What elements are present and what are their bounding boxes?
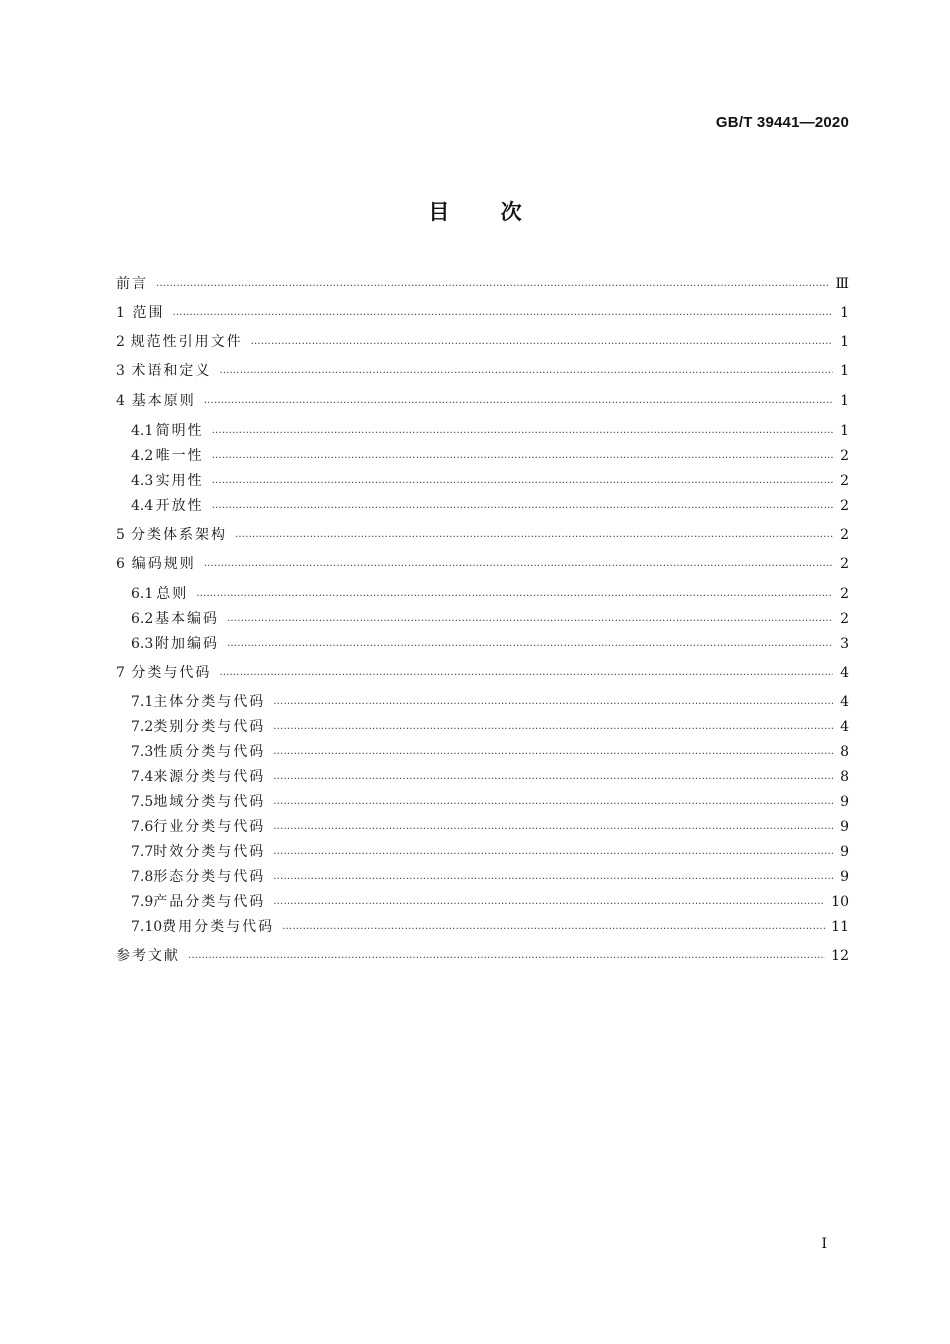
toc-entry-page: Ⅲ (835, 276, 849, 292)
toc-dot-leader (273, 742, 833, 762)
toc-entry[interactable] (131, 471, 849, 491)
toc-dot-leader (204, 554, 833, 574)
toc-entry-label: 术语和定义 (131, 363, 212, 379)
toc-entry-label: 来源分类与代码 (153, 769, 266, 785)
toc-entry[interactable] (131, 917, 849, 937)
toc-entry-page: 2 (840, 498, 849, 514)
toc-entry-label: 主体分类与代码 (153, 694, 266, 710)
toc-dot-leader (227, 634, 833, 654)
toc-entry-number: 7.3 (131, 744, 154, 760)
toc-dot-leader (219, 361, 833, 381)
toc-entry-label: 行业分类与代码 (153, 819, 266, 835)
toc-entry[interactable] (116, 946, 849, 966)
toc-entry-label: 前言 (116, 276, 148, 292)
toc-entry-number: 4.2 (131, 448, 154, 464)
toc-dot-leader (273, 842, 833, 862)
toc-entry-number: 7.8 (131, 869, 154, 885)
toc-entry[interactable] (116, 332, 849, 352)
toc-dot-leader (212, 471, 833, 491)
toc-entry-number: 7.9 (131, 894, 154, 910)
toc-entry-page: 1 (840, 363, 849, 379)
toc-entry-number: 5 (116, 527, 125, 543)
toc-entry-page: 10 (831, 894, 849, 910)
toc-entry[interactable] (131, 867, 849, 887)
toc-entry[interactable] (131, 609, 849, 629)
toc-entry[interactable] (116, 554, 849, 574)
toc-entry[interactable] (131, 496, 849, 516)
toc-entry-label: 时效分类与代码 (153, 844, 266, 860)
toc-entry-page: 2 (840, 586, 849, 602)
toc-dot-leader (173, 303, 833, 323)
toc-entry-number: 4.4 (131, 498, 154, 514)
toc-entry-label: 基本原则 (131, 393, 196, 409)
toc-entry-label: 实用性 (155, 473, 204, 489)
toc-entry[interactable] (131, 842, 849, 862)
toc-entry[interactable] (131, 446, 849, 466)
toc-entry[interactable] (116, 391, 849, 411)
toc-entry[interactable] (131, 717, 849, 737)
standard-number: GB/T 39441—2020 (715, 114, 849, 131)
toc-dot-leader (273, 892, 825, 912)
toc-entry-number: 3 (116, 363, 125, 379)
toc-entry-page: 1 (840, 423, 849, 439)
toc-entry-number: 7.7 (131, 844, 154, 860)
toc-entry-label: 类别分类与代码 (153, 719, 266, 735)
toc-dot-leader (212, 421, 833, 441)
toc-entry-number: 7 (116, 665, 125, 681)
toc-entry[interactable] (116, 525, 849, 545)
toc-entry-label: 规范性引用文件 (130, 334, 243, 350)
toc-entry-page: 9 (840, 794, 849, 810)
toc-entry-page: 9 (840, 844, 849, 860)
toc-entry[interactable] (131, 892, 849, 912)
toc-entry-page: 1 (840, 393, 849, 409)
toc-entry-number: 6.2 (131, 611, 154, 627)
toc-entry[interactable] (116, 274, 849, 294)
toc-entry-number: 6.1 (131, 586, 154, 602)
toc-dot-leader (273, 692, 833, 712)
toc-entry-page: 8 (840, 744, 849, 760)
toc-entry[interactable] (131, 767, 849, 787)
toc-entry-label: 范围 (132, 305, 165, 321)
toc-entry-label: 附加编码 (155, 636, 220, 652)
toc-entry-number: 7.10 (131, 919, 163, 935)
toc-entry-label: 基本编码 (155, 611, 220, 627)
toc-dot-leader (227, 609, 833, 629)
toc-dot-leader (219, 663, 833, 683)
toc-entry-label: 分类体系架构 (130, 527, 227, 543)
toc-entry-number: 2 (116, 334, 125, 350)
toc-entry-number: 7.1 (131, 694, 154, 710)
toc-dot-leader (273, 767, 833, 787)
page-title: 目 次 (428, 200, 522, 224)
toc-entry-page: 9 (840, 869, 849, 885)
toc-entry-number: 7.2 (131, 719, 154, 735)
toc-entry-page: 1 (840, 305, 849, 321)
toc-entry-number: 7.6 (131, 819, 154, 835)
toc-dot-leader (196, 584, 833, 604)
toc-dot-leader (156, 274, 829, 294)
toc-entry-label: 性质分类与代码 (153, 744, 266, 760)
toc-dot-leader (235, 525, 833, 545)
toc-entry-number: 4.1 (131, 423, 154, 439)
toc-entry-label: 产品分类与代码 (153, 894, 266, 910)
toc-dot-leader (251, 332, 833, 352)
toc-entry-label: 分类与代码 (131, 665, 212, 681)
toc-entry[interactable] (131, 634, 849, 654)
toc-entry-label: 总则 (156, 586, 189, 602)
toc-entry-page: 8 (840, 769, 849, 785)
toc-dot-leader (273, 792, 833, 812)
toc-dot-leader (212, 496, 833, 516)
toc-entry-label: 形态分类与代码 (153, 869, 266, 885)
toc-entry-page: 12 (831, 948, 849, 964)
toc-entry[interactable] (131, 742, 849, 762)
toc-entry-number: 6 (116, 556, 125, 572)
toc-entry[interactable] (131, 584, 849, 604)
toc-dot-leader (273, 717, 833, 737)
toc-entry-number: 4.3 (131, 473, 154, 489)
toc-dot-leader (273, 817, 833, 837)
toc-entry-page: 2 (840, 556, 849, 572)
toc-entry-page: 4 (840, 694, 849, 710)
toc-entry-page: 1 (840, 334, 849, 350)
toc-entry-number: 1 (116, 305, 125, 321)
toc-entry[interactable] (116, 663, 849, 683)
toc-entry-page: 4 (840, 719, 849, 735)
toc-entry-page: 3 (840, 636, 849, 652)
toc-entry-page: 4 (840, 665, 849, 681)
toc-dot-leader (282, 917, 825, 937)
toc-entry[interactable] (131, 817, 849, 837)
toc-dot-leader (273, 867, 833, 887)
toc-dot-leader (188, 946, 825, 966)
toc-entry-label: 开放性 (155, 498, 204, 514)
toc-entry-number: 6.3 (131, 636, 154, 652)
page-number: Ⅰ (821, 1236, 827, 1252)
toc-entry-page: 11 (831, 919, 849, 935)
toc-entry-label: 编码规则 (131, 556, 196, 572)
toc-entry-page: 2 (840, 448, 849, 464)
toc-entry-page: 2 (840, 611, 849, 627)
toc-entry-label: 地域分类与代码 (153, 794, 266, 810)
toc-dot-leader (204, 391, 833, 411)
toc-entry-page: 9 (840, 819, 849, 835)
toc-entry-number: 4 (116, 393, 125, 409)
toc-entry[interactable] (131, 792, 849, 812)
toc-entry[interactable] (131, 421, 849, 441)
toc-entry-number: 7.5 (131, 794, 154, 810)
toc-entry-page: 2 (840, 527, 849, 543)
toc-entry-label: 参考文献 (116, 948, 180, 964)
toc-entry-label: 费用分类与代码 (162, 919, 275, 935)
toc-entry-number: 7.4 (131, 769, 154, 785)
toc-dot-leader (212, 446, 833, 466)
toc-entry[interactable] (116, 303, 849, 323)
toc-entry[interactable] (116, 361, 849, 381)
toc-entry-label: 唯一性 (155, 448, 204, 464)
toc-entry-page: 2 (840, 473, 849, 489)
toc-entry[interactable] (131, 692, 849, 712)
toc-entry-label: 简明性 (155, 423, 204, 439)
